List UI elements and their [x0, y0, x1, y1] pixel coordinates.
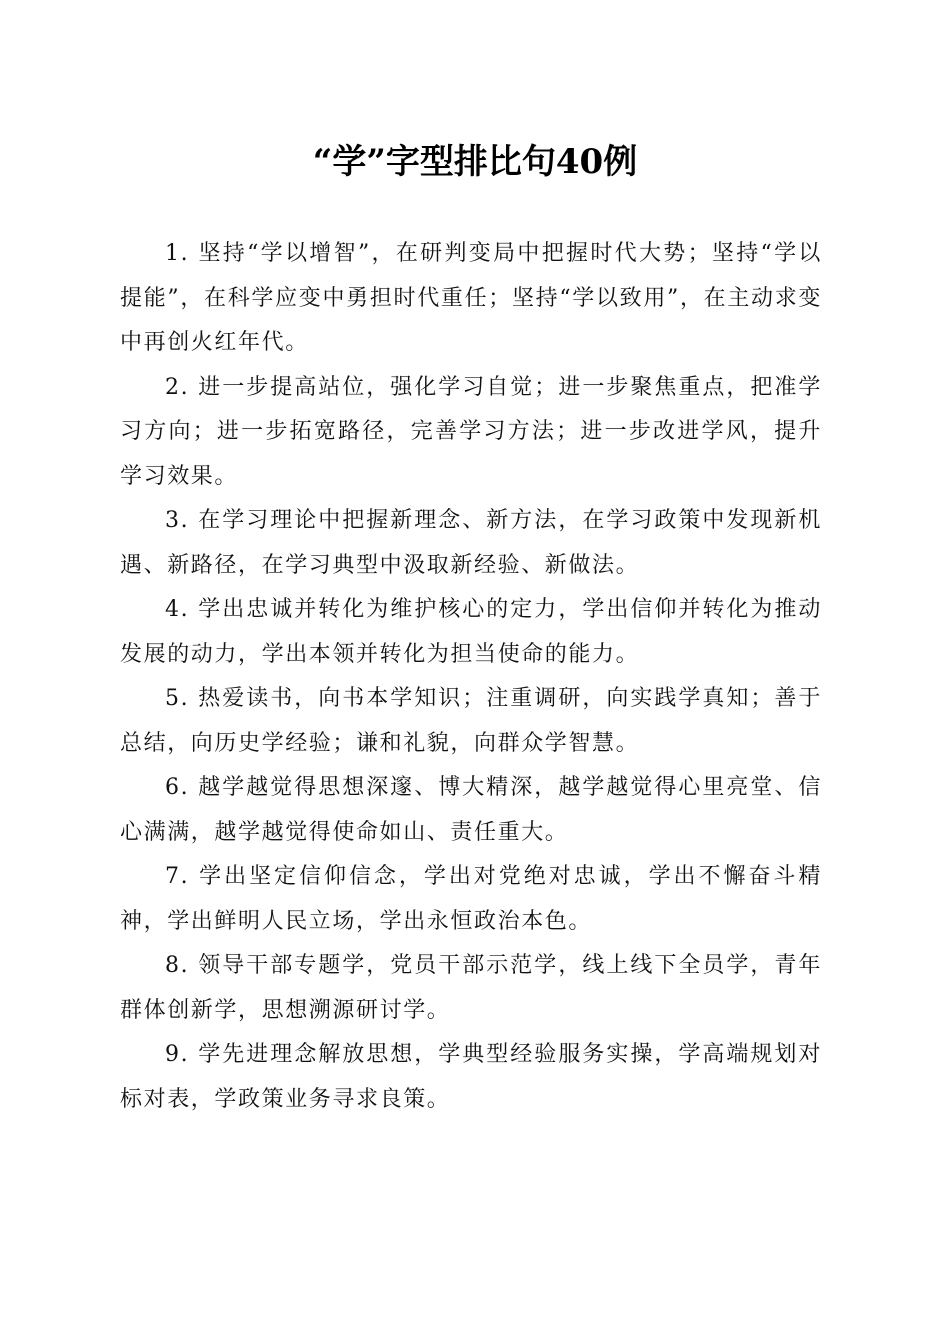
- paragraph-3: 3. 在学习理论中把握新理念、新方法，在学习政策中发现新机遇、新路径，在学习典型中汲取新经验、新做法。: [120, 508, 822, 578]
- paragraph-9: 9. 学先进理念解放思想，学典型经验服务实操，学高端规划对标对表，学政策业务寻求良策。: [120, 1042, 822, 1112]
- document-title: “学”字型排比句40例: [312, 142, 638, 182]
- paragraph-7: 7. 学出坚定信仰信念，学出对党绝对忠诚，学出不懈奋斗精神，学出鲜明人民立场，学出永恒政治本色。: [120, 864, 822, 934]
- paragraph-6: 6. 越学越觉得思想深邃、博大精深，越学越觉得心里亮堂、信心满满，越学越觉得使命如山、责任重大。: [120, 775, 822, 845]
- paragraph-5: 5. 热爱读书，向书本学知识；注重调研，向实践学真知；善于总结，向历史学经验；谦和礼貌，向群众学智慧。: [120, 686, 822, 756]
- paragraph-4: 4. 学出忠诚并转化为维护核心的定力，学出信仰并转化为推动发展的动力，学出本领并转化为担当使命的能力。: [120, 597, 822, 667]
- paragraph-8: 8. 领导干部专题学，党员干部示范学，线上线下全员学，青年群体创新学，思想溯源研讨学。: [120, 953, 822, 1023]
- paragraph-1: 1. 坚持“学以增智”，在研判变局中把握时代大势；坚持“学以提能”，在科学应变中勇担时代重任；坚持“学以致用”，在主动求变中再创火红年代。: [120, 241, 822, 355]
- document-body: [120, 232, 822, 1122]
- paragraph-2: 2. 进一步提高站位，强化学习自觉；进一步聚焦重点，把准学习方向；进一步拓宽路径，完善学习方法；进一步改进学风，提升学习效果。: [120, 374, 822, 489]
